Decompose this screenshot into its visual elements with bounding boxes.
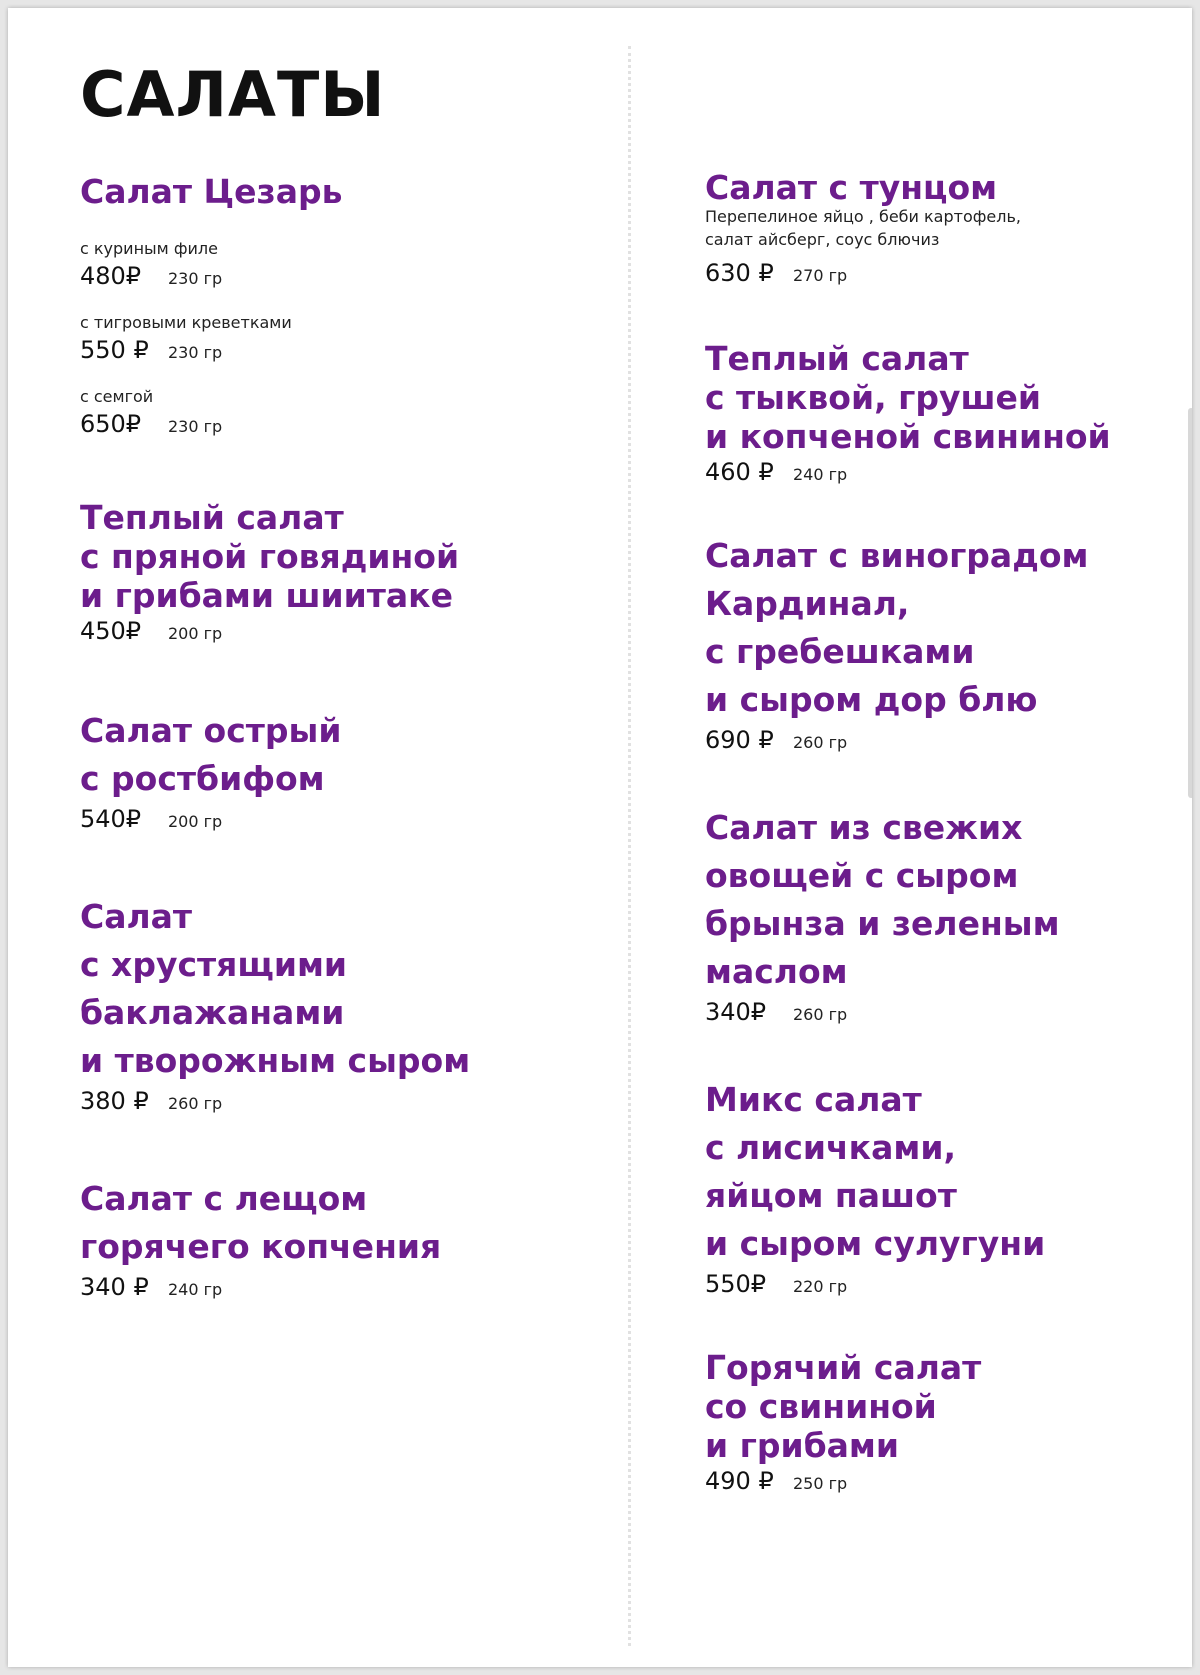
weight: 260 гр <box>793 1005 848 1024</box>
weight: 240 гр <box>168 1280 223 1299</box>
menu-item <box>80 707 610 833</box>
scrollbar-thumb[interactable] <box>1188 408 1192 798</box>
dish-description: Перепелиное яйцо , беби картофель, салат айсберг, соус блючиз <box>705 207 1022 249</box>
menu-item <box>705 168 1175 287</box>
weight: 230 гр <box>168 417 223 436</box>
price: 540₽ <box>80 805 142 833</box>
weight: 260 гр <box>793 733 848 752</box>
price: 340₽ <box>705 998 767 1026</box>
weight: 230 гр <box>168 343 223 362</box>
dish-option <box>80 312 610 364</box>
menu-item <box>705 1076 1175 1298</box>
option-label: с семгой <box>80 387 154 406</box>
weight: 240 гр <box>793 465 848 484</box>
left-column <box>80 168 610 1301</box>
weight: 200 гр <box>168 812 223 831</box>
weight: 200 гр <box>168 624 223 643</box>
price: 460 ₽ <box>705 458 774 486</box>
weight: 270 гр <box>793 266 848 285</box>
dish-name: Микс салат с лисичками, яйцом пашот и сыром сулугуни <box>705 1080 1046 1263</box>
price: 480₽ <box>80 262 142 290</box>
price: 550₽ <box>705 1270 767 1298</box>
dish-name: Салат из свежих овощей с сыром брынза и зеленым маслом <box>705 808 1060 991</box>
dish-name: Салат Цезарь <box>80 172 343 211</box>
price: 630 ₽ <box>705 259 774 287</box>
menu-item <box>705 532 1175 754</box>
dish-name: Салат с лещом горячего копчения <box>80 1179 442 1266</box>
dish-name: Салат с тунцом <box>705 168 998 207</box>
menu-item <box>80 1175 610 1301</box>
weight: 260 гр <box>168 1094 223 1113</box>
price: 490 ₽ <box>705 1467 774 1495</box>
price: 550 ₽ <box>80 336 149 364</box>
option-label: с куриным филе <box>80 239 218 258</box>
price: 340 ₽ <box>80 1273 149 1301</box>
dish-name: Горячий салат со свининой и грибами <box>705 1348 982 1465</box>
menu-item <box>80 498 610 645</box>
dish-name: Салат острый с ростбифом <box>80 711 342 798</box>
menu-item <box>705 1348 1175 1495</box>
menu-item <box>705 339 1175 486</box>
dish-name: Теплый салат с тыквой, грушей и копченой свининой <box>705 339 1111 456</box>
menu-item <box>705 804 1175 1026</box>
dish-name: Салат с виноградом Кардинал, с гребешками и сыром дор блю <box>705 536 1089 719</box>
price: 450₽ <box>80 617 142 645</box>
right-column <box>705 168 1175 1495</box>
weight: 230 гр <box>168 269 223 288</box>
price: 380 ₽ <box>80 1087 149 1115</box>
menu-page <box>8 8 1192 1667</box>
dish-option <box>80 386 610 438</box>
menu-item <box>80 168 610 438</box>
price: 690 ₽ <box>705 726 774 754</box>
dish-option <box>80 238 610 290</box>
price: 650₽ <box>80 410 142 438</box>
column-divider <box>628 46 631 1646</box>
menu-item <box>80 893 610 1115</box>
page-title: САЛАТЫ <box>80 58 386 131</box>
option-label: с тигровыми креветками <box>80 313 292 332</box>
dish-name: Теплый салат с пряной говядиной и грибами шиитаке <box>80 498 460 615</box>
weight: 250 гр <box>793 1474 848 1493</box>
weight: 220 гр <box>793 1277 848 1296</box>
dish-name: Салат с хрустящими баклажанами и творожным сыром <box>80 897 471 1080</box>
